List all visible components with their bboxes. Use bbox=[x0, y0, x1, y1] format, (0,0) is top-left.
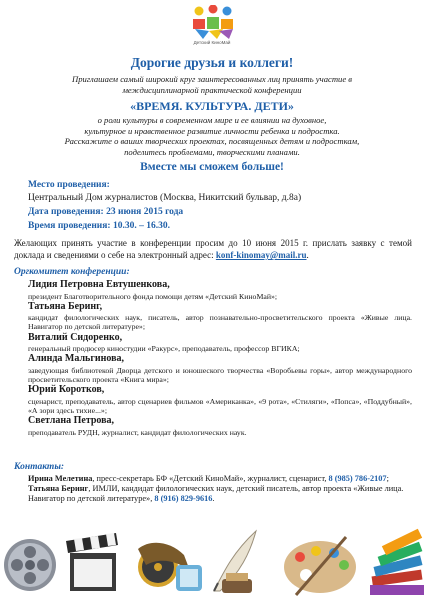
contact-description: , пресс-секретарь БФ «Детский КиноМай», журналист, сценарист, bbox=[92, 474, 327, 483]
organizer-item bbox=[28, 415, 412, 437]
application-text: Желающих принять участие в конференции просим до 10 июня 2015 г. прислать заявку с темой доклада и сведениями о себе на электронный адрес: bbox=[14, 238, 412, 261]
about-line: культурное и нравственное развитие личности ребенка и подростка. bbox=[84, 125, 340, 136]
contact-item bbox=[28, 474, 418, 484]
date-label: Дата проведения: bbox=[28, 207, 104, 217]
invitation-line: междисциплинарной практической конференции bbox=[122, 84, 302, 95]
contacts-list bbox=[28, 474, 418, 503]
film-strip-icon bbox=[138, 543, 202, 591]
organizer-item bbox=[28, 279, 412, 301]
time-line bbox=[28, 221, 170, 231]
organizer-role: заведующая библиотекой Дворца детского и юношеского творчества «Воробьевы горы», автор международного просветительского проекта «Книга мира»; bbox=[28, 365, 412, 385]
date-value: 23 июня 2015 года bbox=[106, 207, 184, 217]
contact-name: Ирина Мелетина bbox=[28, 474, 93, 483]
kinomay-logo-icon bbox=[189, 5, 237, 45]
film-reel-icon bbox=[4, 539, 56, 591]
organizer-name: Татьяна Беринг, bbox=[28, 300, 103, 312]
organizer-role: кандидат филологических наук, писатель, автор познавательно-просветительского проекта «Живые лица. Навигатор по детской литературе»; bbox=[28, 313, 412, 332]
venue-label: Место проведения: bbox=[28, 180, 110, 190]
organizer-item bbox=[28, 332, 412, 354]
organizer-name: Лидия Петровна Евтушенкова, bbox=[28, 279, 170, 290]
conference-title: «ВРЕМЯ. КУЛЬТУРА. ДЕТИ» bbox=[130, 99, 294, 113]
books-icon bbox=[370, 529, 424, 595]
about-line: Расскажите о ваших творческих проектах, посвященных детям и подросткам, bbox=[64, 136, 360, 147]
contacts-heading: Контакты: bbox=[14, 462, 65, 472]
organizer-name: Алинда Мальгинова, bbox=[28, 353, 125, 365]
contact-description: , ИМЛИ, кандидат филологических наук, детский писатель, автор проекта «Живые лица. Навигатор по детской литературе», bbox=[28, 483, 404, 503]
organizer-name: Виталий Сидоренко, bbox=[28, 331, 123, 343]
contact-phone[interactable]: 8 (985) 786-2107 bbox=[328, 474, 387, 483]
about-line: поделитесь проблемами, творческими планами. bbox=[124, 146, 300, 157]
organizer-name: Юрий Коротков, bbox=[28, 384, 105, 396]
organizer-role: генеральный продюсер киностудии «Ракурс», преподаватель, профессор ВГИКА; bbox=[28, 344, 300, 354]
greeting-heading: Дорогие друзья и коллеги! bbox=[130, 55, 294, 70]
time-value: 10.30. – 16.30. bbox=[112, 221, 170, 231]
organizer-item bbox=[28, 301, 412, 332]
about-line: о роли культуры в современном мире и ее влиянии на духовное, bbox=[97, 115, 327, 125]
clapperboard-icon bbox=[66, 533, 118, 591]
organizer-item bbox=[28, 353, 412, 384]
contact-item bbox=[28, 484, 418, 504]
application-paragraph bbox=[14, 237, 412, 261]
logo-caption: Детский КиноМай bbox=[193, 40, 231, 45]
organizer-role: преподаватель РУДН, журналист, кандидат филологических наук. bbox=[28, 427, 247, 437]
paint-palette-icon bbox=[284, 537, 356, 595]
application-tail: . bbox=[306, 250, 309, 261]
motto: Вместе мы сможем больше! bbox=[140, 161, 284, 173]
organizers-heading: Оргкомитет конференции: bbox=[14, 267, 130, 277]
contact-tail: ; bbox=[386, 474, 389, 483]
organizer-item bbox=[28, 384, 412, 415]
venue-address: Центральный Дом журналистов (Москва, Никитский бульвар, д.8а) bbox=[28, 193, 302, 203]
invitation-text bbox=[40, 74, 384, 95]
bottom-illustrations bbox=[0, 525, 424, 600]
organizer-role: сценарист, преподаватель, автор сценариев фильмов «Американка», «9 рота», «Стиляги», «Попса», «Поддубный», «А зори здесь тихие...»; bbox=[28, 396, 412, 415]
contact-tail: . bbox=[212, 493, 215, 503]
time-label: Время проведения: bbox=[28, 221, 111, 231]
organizer-role: президент Благотворительного фонда помощи детям «Детский КиноМай»; bbox=[28, 291, 278, 301]
contact-phone[interactable]: 8 (916) 829-9616 bbox=[154, 493, 213, 503]
invitation-line: Приглашаем самый широкий круг заинтересованных лиц принять участие в bbox=[71, 74, 353, 84]
quill-pen-icon bbox=[214, 531, 256, 593]
email-link[interactable]: konf-kinomay@mail.ru bbox=[215, 250, 307, 261]
organizers-list bbox=[28, 279, 412, 437]
date-line bbox=[28, 207, 183, 217]
organizer-name: Светлана Петрова, bbox=[28, 415, 115, 427]
about-text bbox=[30, 115, 394, 157]
contact-name: Татьяна Беринг bbox=[28, 483, 89, 493]
